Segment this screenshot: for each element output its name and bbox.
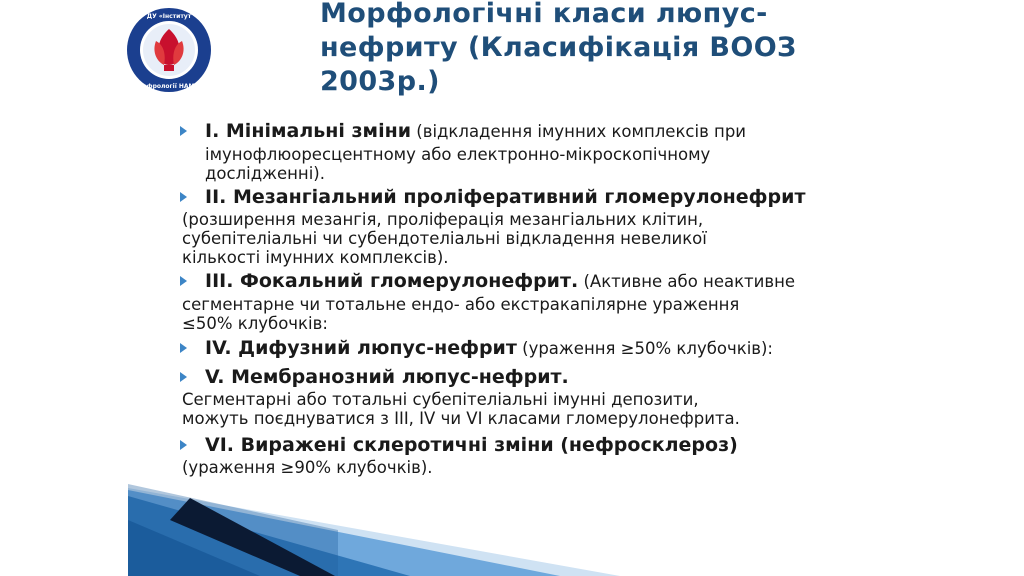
list-item-class-5: [182, 364, 862, 428]
title-line-3: 2003р.): [320, 66, 440, 97]
item-heading: I. Мінімальні зміни (відкладення імунних комплексів при: [205, 120, 747, 142]
item-inline-text: (відкладення імунних комплексів при: [411, 122, 747, 141]
bullet-arrow-icon: [180, 126, 187, 136]
item-inline-text: (Активне або неактивне: [578, 272, 796, 291]
item-heading: V. Мембранозний люпус-нефрит.: [205, 366, 569, 388]
item-text-line: Сегментарні або тотальні субепітеліальні імунні депозити,: [182, 390, 699, 409]
list-item-class-3: [182, 268, 862, 333]
slide-title: [320, 0, 800, 99]
item-text-line: (розширення мезангія, проліферація мезангіальних клітин,: [182, 210, 704, 229]
item-text-line: ≤50% клубочків:: [182, 314, 328, 333]
bullet-arrow-icon: [180, 440, 187, 450]
item-heading: VI. Виражені склеротичні зміни (нефросклероз): [205, 434, 738, 456]
title-line-1: Морфологічні класи люпус-: [320, 0, 768, 29]
item-heading: IV. Дифузний люпус-нефрит (ураження ≥50% клубочків):: [205, 337, 773, 359]
title-line-2: нефриту (Класифікація ВООЗ: [320, 32, 797, 63]
item-text-line: субепітеліальні чи субендотеліальні відкладення невеликої: [182, 229, 707, 248]
svg-text:ДУ «Інститут: ДУ «Інститут: [146, 13, 192, 20]
bullet-arrow-icon: [180, 192, 187, 202]
bullet-arrow-icon: [180, 276, 187, 286]
bullet-arrow-icon: [180, 343, 187, 353]
item-text-line: імунофлюоресцентному або електронно-мікроскопічному: [205, 145, 711, 164]
item-text-line: (ураження ≥90% клубочків).: [182, 458, 433, 477]
item-text-line: сегментарне чи тотальне ендо- або екстракапілярне ураження: [182, 295, 740, 314]
list-item-class-2: [182, 184, 862, 267]
item-text-line: кількості імунних комплексів).: [182, 248, 449, 267]
item-inline-text: (ураження ≥50% клубочків):: [516, 339, 773, 358]
class-list: [182, 118, 862, 477]
item-text-line: дослідженні).: [205, 164, 325, 183]
institute-logo: [126, 7, 212, 93]
item-text-line: можуть поєднуватися з III, IV чи VI класами гломерулонефрита.: [182, 409, 740, 428]
item-heading: II. Мезангіальний проліферативний гломерулонефрит: [205, 186, 806, 208]
list-item-class-6: [182, 432, 862, 477]
svg-text:нефрології НАМН: нефрології НАМН: [138, 83, 200, 90]
list-item-class-4: [182, 335, 862, 362]
bullet-arrow-icon: [180, 372, 187, 382]
list-item-class-1: [182, 118, 862, 183]
item-heading: III. Фокальний гломерулонефрит. (Активне або неактивне: [205, 270, 796, 292]
